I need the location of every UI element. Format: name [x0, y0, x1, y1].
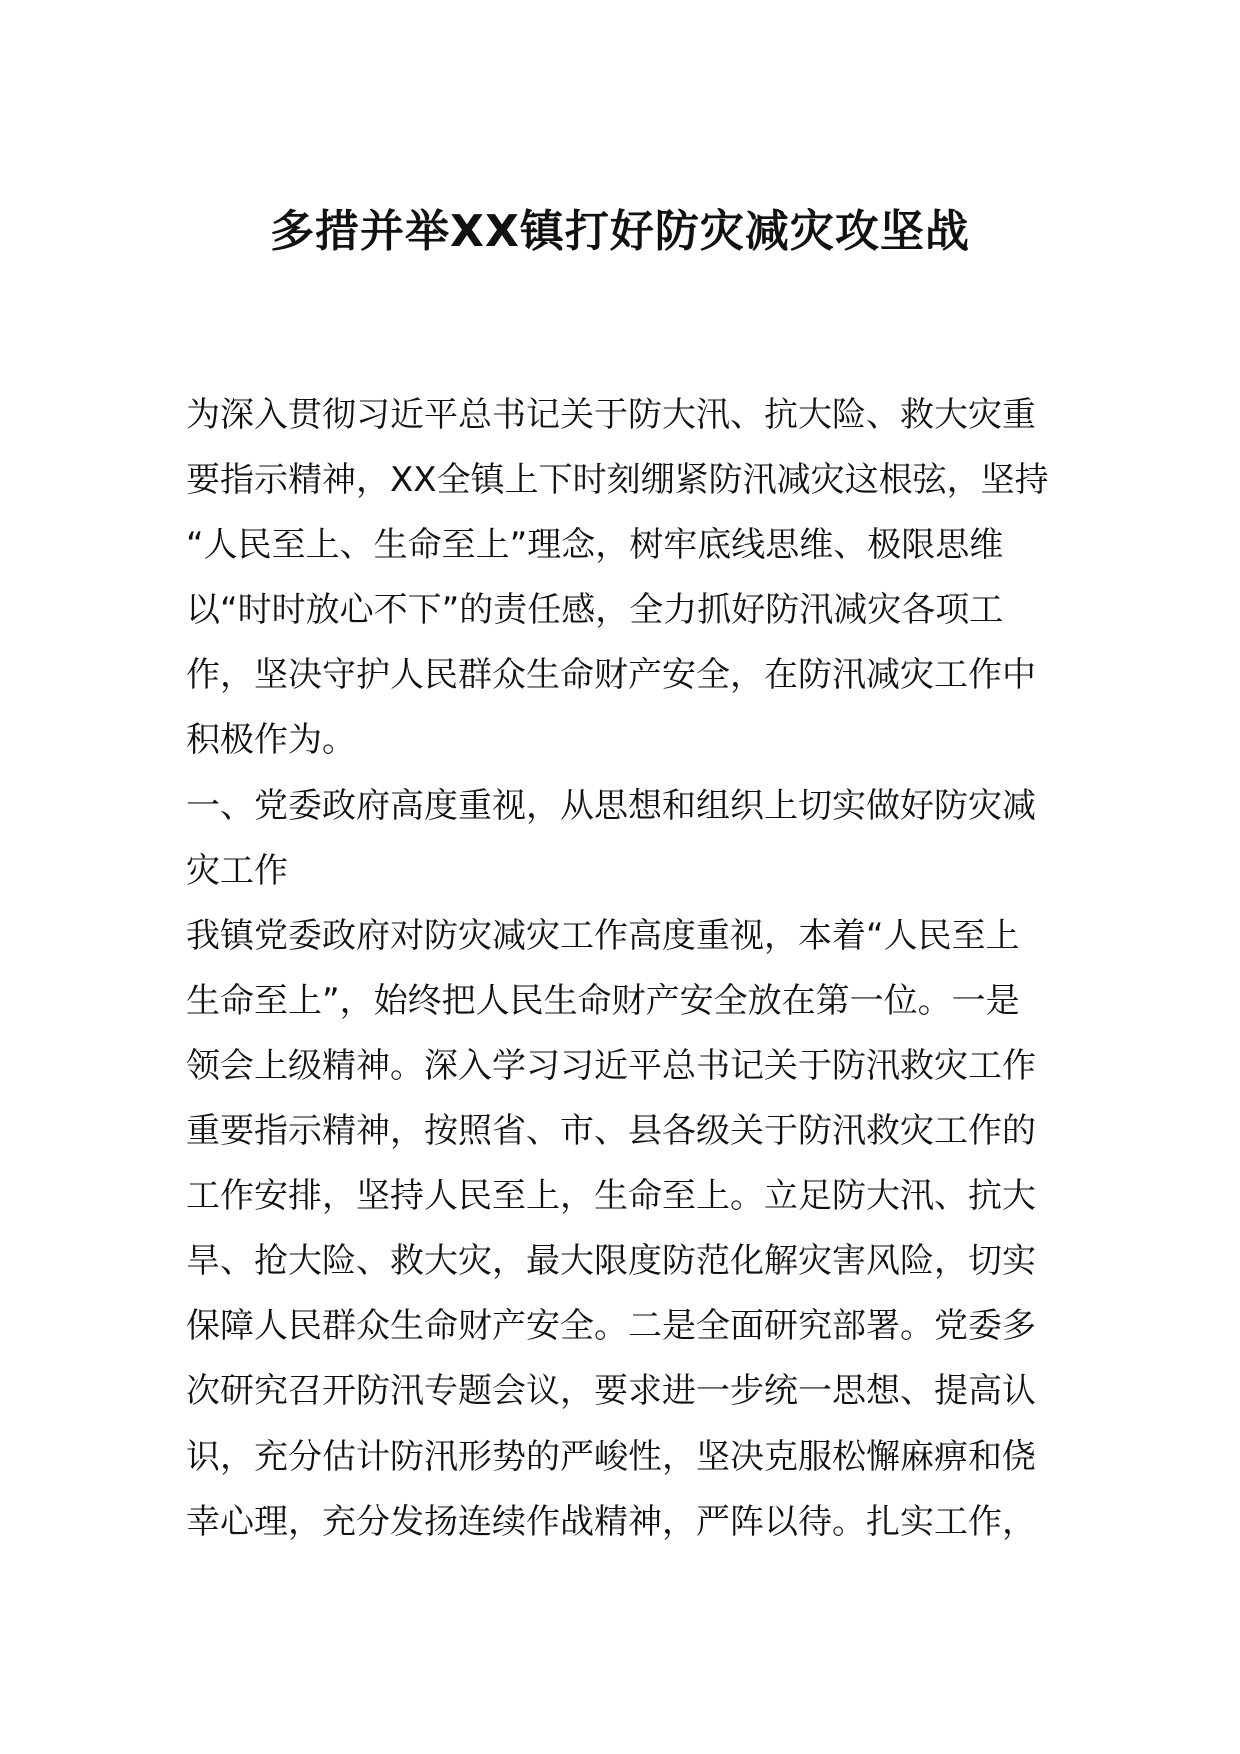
- body-line: 工作安排，坚持人民至上，生命至上。立足防大汛、抗大: [186, 1176, 1036, 1217]
- document-title: 多措并举XX镇打好防灾减灾攻坚战: [270, 206, 970, 257]
- body-line: 识，充分估计防汛形势的严峻性，坚决克服松懈麻痹和侥: [186, 1436, 1036, 1477]
- body-line: 我镇党委政府对防灾减灾工作高度重视，本着“人民至上: [186, 915, 1020, 956]
- body-line: 以“时时放心不下”的责任感，全力抓好防汛减灾各项工: [186, 590, 1004, 631]
- body-line: 要指示精神，XX全镇上下时刻绷紧防汛减灾这根弦，坚持: [186, 460, 1049, 501]
- body-line: 作，坚决守护人民群众生命财产安全，在防汛减灾工作中: [186, 655, 1036, 696]
- body-line: 幸心理，充分发扬连续作战精神，严阵以待。扎实工作，: [186, 1501, 1036, 1542]
- body-line: 领会上级精神。深入学习习近平总书记关于防汛救灾工作: [186, 1045, 1036, 1086]
- section-heading-line: 灾工作: [186, 850, 288, 891]
- body-line: “人民至上、生命至上”理念，树牢底线思维、极限思维: [186, 525, 1004, 566]
- document-body: [186, 383, 1066, 1555]
- body-line: 积极作为。: [186, 720, 356, 761]
- body-line: 次研究召开防汛专题会议，要求进一步统一思想、提高认: [186, 1371, 1036, 1412]
- section-heading-line: 一、党委政府高度重视，从思想和组织上切实做好防灾减: [186, 785, 1036, 826]
- body-line: 重要指示精神，按照省、市、县各级关于防汛救灾工作的: [186, 1111, 1036, 1152]
- body-line: 保障人民群众生命财产安全。二是全面研究部署。党委多: [186, 1306, 1036, 1347]
- body-line: 旱、抢大险、救大灾，最大限度防范化解灾害风险，切实: [186, 1241, 1036, 1282]
- body-line: 生命至上”，始终把人民生命财产安全放在第一位。一是: [186, 980, 1020, 1021]
- body-line: 为深入贯彻习近平总书记关于防大汛、抗大险、救大灾重: [186, 395, 1036, 435]
